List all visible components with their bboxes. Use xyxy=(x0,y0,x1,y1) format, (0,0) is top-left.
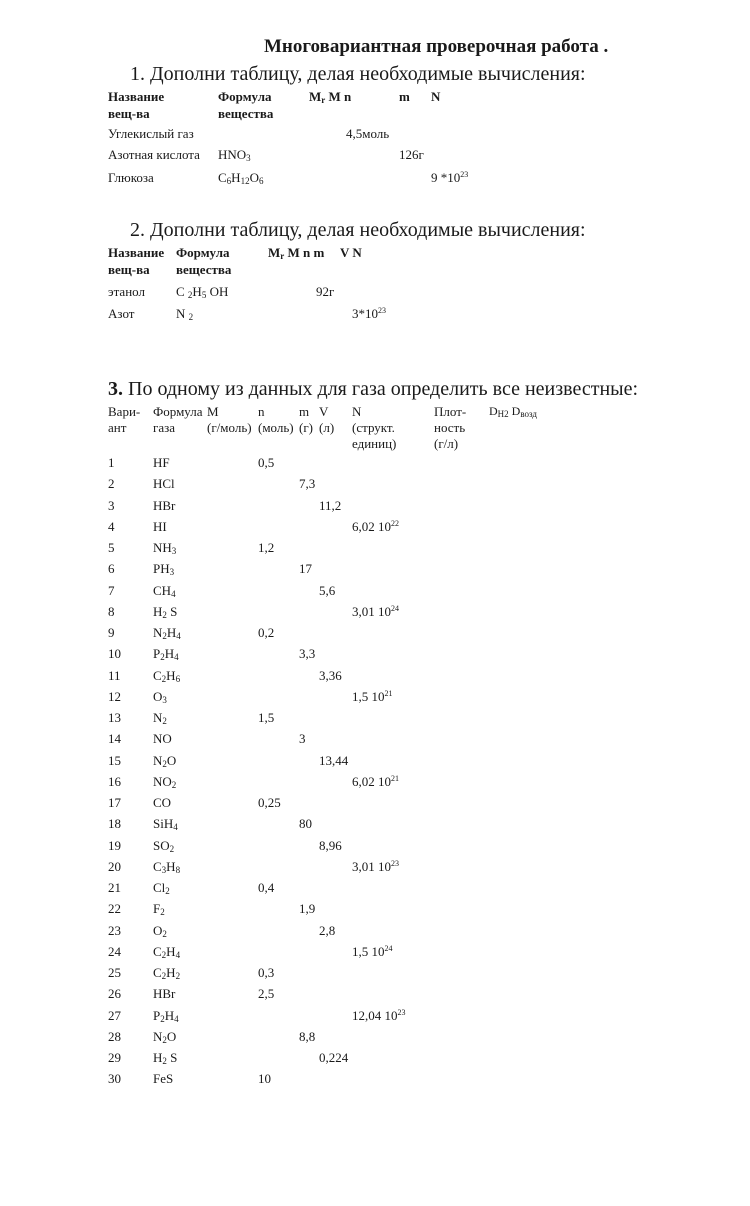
task3-row-number: 5 xyxy=(108,540,115,555)
task3-row-number: 20 xyxy=(108,859,121,874)
task3-row-value: 1,2 xyxy=(258,540,275,555)
task3-row-formula: $N_2$ xyxy=(153,710,167,726)
task3-row-value: 3,3 xyxy=(299,646,316,661)
task2-header-vn: V N xyxy=(340,245,362,260)
task3-row-formula: $CH_4$ xyxy=(153,583,176,599)
task3-row-value: 2,8 xyxy=(319,923,336,938)
task3-heading: 3. По одному из данных для газа определить все неизвестные: xyxy=(108,378,639,400)
task3-row-formula: HBr xyxy=(153,498,176,513)
task3-row-number: 23 xyxy=(108,923,121,938)
task2-heading: 2. Дополни таблицу, делая необходимые вычисления: xyxy=(130,219,586,241)
task3-row-formula: $O_3$ xyxy=(153,689,167,705)
task3-row-formula: $N_2O$ xyxy=(153,1029,177,1045)
task1-row2-value: 126г xyxy=(399,147,424,162)
task3-row-number: 15 xyxy=(108,753,121,768)
task3-row-number: 8 xyxy=(108,604,115,619)
task3-row-value: 1,5 xyxy=(258,710,275,725)
task3-row-formula: $NO_2$ xyxy=(153,774,177,790)
task3-row-formula: FeS xyxy=(153,1071,174,1086)
task2-header-formula-2: вещества xyxy=(176,262,232,277)
task3-row-value: 8,96 xyxy=(319,838,342,853)
task3-row-value: 5,6 xyxy=(319,583,336,598)
task3-row-number: 24 xyxy=(108,944,121,959)
task3-row-formula: $SO_2$ xyxy=(153,838,175,854)
task3-row-formula: HCl xyxy=(153,476,175,491)
task3-row-formula: $H_2$ S xyxy=(153,1050,178,1066)
task3-row-value: 8,8 xyxy=(299,1029,316,1044)
task1-header-mr: $M_r$ M n xyxy=(309,89,352,105)
task3-row-value: 1,9 xyxy=(299,901,316,916)
task3-row-number: 25 xyxy=(108,965,121,980)
task2-row1-value: 92г xyxy=(316,284,335,299)
task3-row-value: 13,44 xyxy=(319,753,349,768)
task3-row-number: 9 xyxy=(108,625,115,640)
task3-row-value: 3,36 xyxy=(319,668,342,683)
task3-row-number: 7 xyxy=(108,583,115,598)
task1-header-formula-2: вещества xyxy=(218,106,274,121)
task3-row-formula: $O_2$ xyxy=(153,923,167,939)
task3-row-value: 12,04 $10^{23}$ xyxy=(352,1008,406,1023)
task1-row2-formula: $HNO_3$ xyxy=(218,147,251,163)
task3-row-number: 17 xyxy=(108,795,121,810)
task3-header-formula: Формула газа xyxy=(153,404,203,435)
task3-row-formula: $NH_3$ xyxy=(153,540,177,556)
task2-header-name: Название xyxy=(108,245,165,260)
task3-row-number: 12 xyxy=(108,689,121,704)
task3-row-value: 10 xyxy=(258,1071,271,1086)
task3-row-formula: SiH$_4$ xyxy=(153,816,178,832)
task3-row-number: 10 xyxy=(108,646,121,661)
task3-header-M: M (г/моль) xyxy=(207,404,252,435)
task3-row-formula: $H_2$ S xyxy=(153,604,178,620)
task2-header-formula: Формула xyxy=(176,245,230,260)
task3-row-value: 3,01 $10^{24}$ xyxy=(352,604,399,619)
task2-row2-name: Азот xyxy=(108,306,135,321)
task3-row-value: 3 xyxy=(299,731,306,746)
task3-row-value: 3,01 $10^{23}$ xyxy=(352,859,399,874)
task3-row-value: 0,3 xyxy=(258,965,275,980)
task3-row-number: 27 xyxy=(108,1008,121,1023)
task3-header-D: $D_{H2}$ $D_{возд}$ xyxy=(489,404,538,419)
task1-row3-formula: $C_6H_{12}O_6$ xyxy=(218,170,264,186)
task1-row3-value: 9 $*10^{23}$ xyxy=(431,170,469,185)
task1-header-N: N xyxy=(431,89,441,104)
task3-header-N: N (структ. единиц) xyxy=(352,404,397,451)
task3-header-m: m (г) xyxy=(299,404,313,435)
task3-row-value: 0,2 xyxy=(258,625,275,640)
task1-heading: 1. Дополни таблицу, делая необходимые вычисления: xyxy=(130,63,586,85)
task3-row-number: 29 xyxy=(108,1050,121,1065)
task3-row-formula: $Cl_2$ xyxy=(153,880,170,896)
task3-row-value: 80 xyxy=(299,816,312,831)
task3-row-formula: $P_2H_4$ xyxy=(153,646,179,662)
task3-row-value: 0,25 xyxy=(258,795,281,810)
task3-row-number: 14 xyxy=(108,731,121,746)
task2-header-mr: $M_r$ M n m xyxy=(268,245,325,261)
task2-row2-value: $3*10^{23}$ xyxy=(352,306,386,321)
task3-row-formula: $N_2O$ xyxy=(153,753,177,769)
task3-row-formula: $C_2H_2$ xyxy=(153,965,181,981)
task1-header-formula: Формула xyxy=(218,89,272,104)
task3-row-number: 2 xyxy=(108,476,115,491)
task3-row-number: 21 xyxy=(108,880,121,895)
task3-row-value: 7,3 xyxy=(299,476,316,491)
task3-row-number: 28 xyxy=(108,1029,121,1044)
task3-row-formula: $P_2H_4$ xyxy=(153,1008,179,1024)
task3-row-value: 2,5 xyxy=(258,986,275,1001)
task3-row-number: 16 xyxy=(108,774,121,789)
task3-row-value: 1,5 $10^{24}$ xyxy=(352,944,393,959)
task3-row-formula: HF xyxy=(153,455,170,470)
task3-row-value: 17 xyxy=(299,561,312,576)
task3-row-number: 6 xyxy=(108,561,115,576)
task1-header-name-2: вещ-ва xyxy=(108,106,150,121)
task1-header-m: m xyxy=(399,89,410,104)
task3-row-number: 4 xyxy=(108,519,115,534)
task3-row-formula: $C_3H_8$ xyxy=(153,859,181,875)
task3-row-value: 6,02 $10^{21}$ xyxy=(352,774,399,789)
task3-row-number: 22 xyxy=(108,901,121,916)
task3-row-formula: $PH_3$ xyxy=(153,561,175,577)
task3-row-formula: $N_2H_4$ xyxy=(153,625,181,641)
task1-row1-value: 4,5моль xyxy=(346,126,390,141)
task3-row-value: 0,224 xyxy=(319,1050,349,1065)
task3-row-number: 30 xyxy=(108,1071,121,1086)
task3-row-formula: CO xyxy=(153,795,172,810)
task3-row-value: 6,02 $10^{22}$ xyxy=(352,519,399,534)
page-title: Многовариантная проверочная работа . xyxy=(264,36,609,57)
task3-row-number: 26 xyxy=(108,986,121,1001)
task3-row-formula: NO xyxy=(153,731,172,746)
task2-row1-name: этанол xyxy=(108,284,145,299)
task1-row3-name: Глюкоза xyxy=(108,170,154,185)
task1-header-name: Название xyxy=(108,89,165,104)
task2-header-name-2: вещ-ва xyxy=(108,262,150,277)
task3-row-number: 1 xyxy=(108,455,115,470)
task3-row-formula: HBr xyxy=(153,986,176,1001)
task3-row-formula: $C_2H_6$ xyxy=(153,668,181,684)
task3-header-n: n (моль) xyxy=(258,404,294,435)
task3-header-density: Плот- ность (г/л) xyxy=(434,404,467,451)
task3-row-number: 13 xyxy=(108,710,121,725)
task1-row1-name: Углекислый газ xyxy=(108,126,194,141)
task3-header-variant: Вари- ант xyxy=(108,404,141,435)
task3-row-number: 3 xyxy=(108,498,115,513)
task2-row2-formula: N $_2$ xyxy=(176,306,194,322)
task3-row-formula: $C_2H_4$ xyxy=(153,944,181,960)
task1-row2-name: Азотная кислота xyxy=(108,147,200,162)
task3-row-value: 0,5 xyxy=(258,455,275,470)
task3-row-number: 19 xyxy=(108,838,121,853)
task3-row-number: 18 xyxy=(108,816,121,831)
task3-row-value: 11,2 xyxy=(319,498,342,513)
task3-row-value: 1,5 $10^{21}$ xyxy=(352,689,393,704)
task3-row-value: 0,4 xyxy=(258,880,275,895)
task3-header-V: V (л) xyxy=(319,404,335,435)
task2-row1-formula: C $_2H_5$ OH xyxy=(176,284,229,300)
task3-row-number: 11 xyxy=(108,668,121,683)
task3-row-formula: HI xyxy=(153,519,167,534)
task3-row-formula: $F_2$ xyxy=(153,901,165,917)
